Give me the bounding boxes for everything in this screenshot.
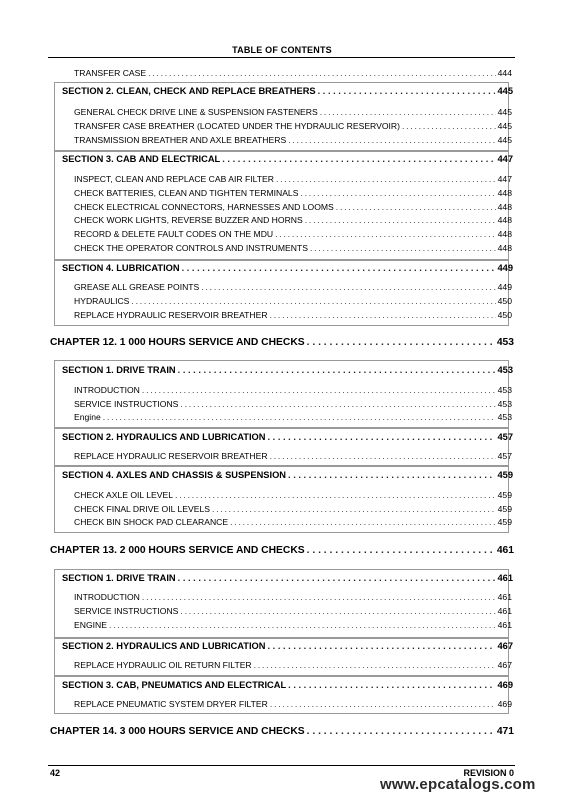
toc-leader-dots bbox=[178, 573, 496, 583]
toc-leader-dots bbox=[201, 282, 495, 292]
toc-section-heading[interactable] bbox=[62, 641, 513, 654]
toc-entry[interactable] bbox=[74, 282, 512, 294]
toc-leader-dots bbox=[288, 135, 495, 145]
toc-chapter-heading[interactable] bbox=[50, 545, 514, 559]
toc-leader-dots bbox=[175, 490, 496, 500]
toc-leader-dots bbox=[254, 660, 496, 670]
watermark-text: www.epcatalogs.com bbox=[380, 776, 536, 793]
toc-leader-dots bbox=[131, 296, 495, 306]
toc-section-label: SECTION 3. CAB, PNEUMATICS AND ELECTRICAL bbox=[62, 680, 287, 690]
toc-leader-dots bbox=[230, 517, 496, 527]
toc-entry[interactable] bbox=[74, 296, 512, 308]
toc-chapter-heading[interactable] bbox=[50, 726, 514, 740]
toc-section-page: 457 bbox=[497, 432, 513, 442]
toc-entry[interactable] bbox=[74, 517, 512, 529]
toc-entry-page: 448 bbox=[497, 202, 512, 212]
toc-entry-label: REPLACE HYDRAULIC OIL RETURN FILTER bbox=[74, 660, 252, 670]
toc-leader-dots bbox=[307, 545, 495, 556]
toc-entry-label: HYDRAULICS bbox=[74, 296, 130, 306]
toc-entry[interactable] bbox=[74, 412, 512, 424]
toc-section-label: SECTION 1. DRIVE TRAIN bbox=[62, 365, 176, 375]
header-rule bbox=[48, 57, 515, 58]
toc-entry-page: 469 bbox=[497, 699, 512, 709]
toc-chapter-page: 471 bbox=[496, 726, 514, 737]
toc-leader-dots bbox=[268, 641, 496, 651]
toc-leader-dots bbox=[270, 699, 496, 709]
toc-leader-dots bbox=[180, 606, 495, 616]
toc-section-heading[interactable] bbox=[62, 470, 513, 483]
toc-entry[interactable] bbox=[74, 385, 512, 397]
toc-section-heading[interactable] bbox=[62, 680, 513, 693]
toc-entry-page: 448 bbox=[497, 229, 512, 239]
toc-entry-page: 450 bbox=[497, 310, 512, 320]
toc-leader-dots bbox=[103, 412, 496, 422]
toc-entry-page: 461 bbox=[497, 606, 512, 616]
toc-entry-page: 453 bbox=[497, 412, 512, 422]
toc-leader-dots bbox=[142, 592, 496, 602]
toc-entry-label: REPLACE HYDRAULIC RESERVOIR BREATHER bbox=[74, 310, 268, 320]
toc-entry[interactable] bbox=[74, 592, 512, 604]
toc-section-page: 461 bbox=[497, 573, 513, 583]
toc-section-page: 469 bbox=[497, 680, 513, 690]
toc-section-heading[interactable] bbox=[62, 154, 513, 167]
toc-leader-dots bbox=[148, 68, 496, 78]
toc-section-label: SECTION 2. CLEAN, CHECK AND REPLACE BREATHERS bbox=[62, 86, 316, 96]
toc-entry-page: 459 bbox=[497, 517, 512, 527]
toc-leader-dots bbox=[276, 174, 496, 184]
toc-leader-dots bbox=[109, 620, 496, 630]
toc-section-heading[interactable] bbox=[62, 86, 513, 99]
toc-section-heading[interactable] bbox=[62, 365, 513, 378]
toc-section-heading[interactable] bbox=[62, 432, 513, 445]
toc-leader-dots bbox=[288, 470, 495, 480]
toc-leader-dots bbox=[288, 680, 495, 690]
toc-entry[interactable] bbox=[74, 174, 512, 186]
toc-leader-dots bbox=[222, 154, 495, 164]
toc-entry[interactable] bbox=[74, 135, 512, 147]
toc-entry-label: TRANSMISSION BREATHER AND AXLE BREATHERS bbox=[74, 135, 287, 145]
toc-entry[interactable] bbox=[74, 490, 512, 502]
toc-entry[interactable] bbox=[74, 202, 512, 214]
toc-entry-label: RECORD & DELETE FAULT CODES ON THE MDU bbox=[74, 229, 274, 239]
toc-section-label: SECTION 4. AXLES AND CHASSIS & SUSPENSION bbox=[62, 470, 287, 480]
toc-leader-dots bbox=[275, 229, 496, 239]
toc-entry-label: INTRODUCTION bbox=[74, 592, 140, 602]
toc-entry-label: TRANSFER CASE BREATHER (LOCATED UNDER THE HYDRAULIC RESERVOIR) bbox=[74, 121, 400, 131]
page-header-title: TABLE OF CONTENTS bbox=[232, 45, 332, 55]
toc-leader-dots bbox=[305, 215, 496, 225]
toc-chapter-label: CHAPTER 13. 2 000 HOURS SERVICE AND CHECKS bbox=[50, 545, 305, 556]
toc-section-page: 445 bbox=[497, 86, 513, 96]
toc-entry[interactable] bbox=[74, 399, 512, 411]
toc-section-page: 459 bbox=[497, 470, 513, 480]
toc-leader-dots bbox=[270, 310, 496, 320]
toc-entry-label: INTRODUCTION bbox=[74, 385, 140, 395]
toc-entry-page: 459 bbox=[497, 490, 512, 500]
toc-chapter-page: 461 bbox=[496, 545, 514, 556]
toc-entry-label: REPLACE PNEUMATIC SYSTEM DRYER FILTER bbox=[74, 699, 268, 709]
toc-entry-label: CHECK BATTERIES, CLEAN AND TIGHTEN TERMINALS bbox=[74, 188, 299, 198]
toc-entry-page: 457 bbox=[497, 451, 512, 461]
toc-chapter-label: CHAPTER 14. 3 000 HOURS SERVICE AND CHECKS bbox=[50, 726, 305, 737]
toc-entry-label: CHECK WORK LIGHTS, REVERSE BUZZER AND HORNS bbox=[74, 215, 303, 225]
toc-entry-label: GENERAL CHECK DRIVE LINE & SUSPENSION FASTENERS bbox=[74, 107, 318, 117]
toc-section-page: 453 bbox=[497, 365, 513, 375]
toc-section-heading[interactable] bbox=[62, 263, 513, 276]
toc-section-label: SECTION 2. HYDRAULICS AND LUBRICATION bbox=[62, 641, 266, 651]
toc-section-label: SECTION 4. LUBRICATION bbox=[62, 263, 180, 273]
toc-entry-page: 461 bbox=[497, 592, 512, 602]
toc-entry-page: 448 bbox=[497, 188, 512, 198]
toc-leader-dots bbox=[182, 263, 496, 273]
toc-entry-label: CHECK FINAL DRIVE OIL LEVELS bbox=[74, 504, 210, 514]
toc-section-page: 447 bbox=[497, 154, 513, 164]
toc-chapter-page: 453 bbox=[496, 337, 514, 348]
toc-entry-label: CHECK BIN SHOCK PAD CLEARANCE bbox=[74, 517, 229, 527]
toc-entry-label: TRANSFER CASE bbox=[74, 68, 147, 78]
toc-entry-label: INSPECT, CLEAN AND REPLACE CAB AIR FILTER bbox=[74, 174, 274, 184]
toc-entry-page: 459 bbox=[497, 504, 512, 514]
toc-leader-dots bbox=[212, 504, 496, 514]
toc-entry-page: 453 bbox=[497, 399, 512, 409]
toc-entry[interactable] bbox=[74, 229, 512, 241]
toc-section-label: SECTION 1. DRIVE TRAIN bbox=[62, 573, 176, 583]
toc-entry[interactable] bbox=[74, 620, 512, 632]
toc-entry[interactable] bbox=[74, 121, 512, 133]
toc-section-label: SECTION 2. HYDRAULICS AND LUBRICATION bbox=[62, 432, 266, 442]
toc-section-page: 467 bbox=[497, 641, 513, 651]
toc-entry[interactable] bbox=[74, 107, 512, 119]
toc-entry-page: 450 bbox=[497, 296, 512, 306]
toc-entry-label: GREASE ALL GREASE POINTS bbox=[74, 282, 200, 292]
toc-entry[interactable] bbox=[74, 188, 512, 200]
toc-entry-page: 445 bbox=[497, 121, 512, 131]
toc-section-page: 449 bbox=[497, 263, 513, 273]
toc-entry[interactable] bbox=[74, 606, 512, 618]
toc-entry-label: Engine bbox=[74, 412, 101, 422]
footer-revision: REVISION 0 bbox=[463, 768, 514, 778]
toc-leader-dots bbox=[142, 385, 496, 395]
toc-leader-dots bbox=[307, 726, 495, 737]
toc-entry-label: SERVICE INSTRUCTIONS bbox=[74, 399, 179, 409]
toc-entry[interactable] bbox=[74, 243, 512, 255]
toc-leader-dots bbox=[318, 86, 496, 96]
toc-leader-dots bbox=[402, 121, 496, 131]
toc-entry-page: 448 bbox=[497, 243, 512, 253]
toc-chapter-heading[interactable] bbox=[50, 337, 514, 351]
toc-entry-page: 445 bbox=[497, 107, 512, 117]
toc-entry[interactable] bbox=[74, 215, 512, 227]
toc-entry-label: ENGINE bbox=[74, 620, 107, 630]
toc-leader-dots bbox=[178, 365, 496, 375]
toc-leader-dots bbox=[180, 399, 495, 409]
toc-leader-dots bbox=[307, 337, 495, 348]
toc-leader-dots bbox=[300, 188, 495, 198]
toc-entry-label: REPLACE HYDRAULIC RESERVOIR BREATHER bbox=[74, 451, 268, 461]
toc-entry-page: 453 bbox=[497, 385, 512, 395]
toc-section-label: SECTION 3. CAB AND ELECTRICAL bbox=[62, 154, 221, 164]
toc-entry[interactable] bbox=[74, 68, 512, 80]
toc-leader-dots bbox=[320, 107, 496, 117]
toc-entry-page: 447 bbox=[497, 174, 512, 184]
toc-entry-label: CHECK ELECTRICAL CONNECTORS, HARNESSES AND LOOMS bbox=[74, 202, 334, 212]
footer-rule bbox=[48, 765, 515, 766]
toc-leader-dots bbox=[336, 202, 496, 212]
toc-entry-label: CHECK THE OPERATOR CONTROLS AND INSTRUMENTS bbox=[74, 243, 308, 253]
toc-entry-label: CHECK AXLE OIL LEVEL bbox=[74, 490, 174, 500]
toc-entry[interactable] bbox=[74, 660, 512, 672]
footer-page-number: 42 bbox=[50, 768, 61, 778]
toc-section-heading[interactable] bbox=[62, 573, 513, 586]
toc-entry[interactable] bbox=[74, 504, 512, 516]
toc-leader-dots bbox=[270, 451, 496, 461]
toc-entry-page: 448 bbox=[497, 215, 512, 225]
toc-leader-dots bbox=[310, 243, 496, 253]
toc-entry-page: 461 bbox=[497, 620, 512, 630]
toc-entry[interactable] bbox=[74, 310, 512, 322]
toc-entry[interactable] bbox=[74, 451, 512, 463]
toc-entry-page: 467 bbox=[497, 660, 512, 670]
toc-entry-page: 445 bbox=[497, 135, 512, 145]
toc-entry-page: 449 bbox=[497, 282, 512, 292]
toc-entry-label: SERVICE INSTRUCTIONS bbox=[74, 606, 179, 616]
toc-leader-dots bbox=[268, 432, 496, 442]
toc-entry[interactable] bbox=[74, 699, 512, 711]
toc-chapter-label: CHAPTER 12. 1 000 HOURS SERVICE AND CHECKS bbox=[50, 337, 305, 348]
toc-entry-page: 444 bbox=[497, 68, 512, 78]
